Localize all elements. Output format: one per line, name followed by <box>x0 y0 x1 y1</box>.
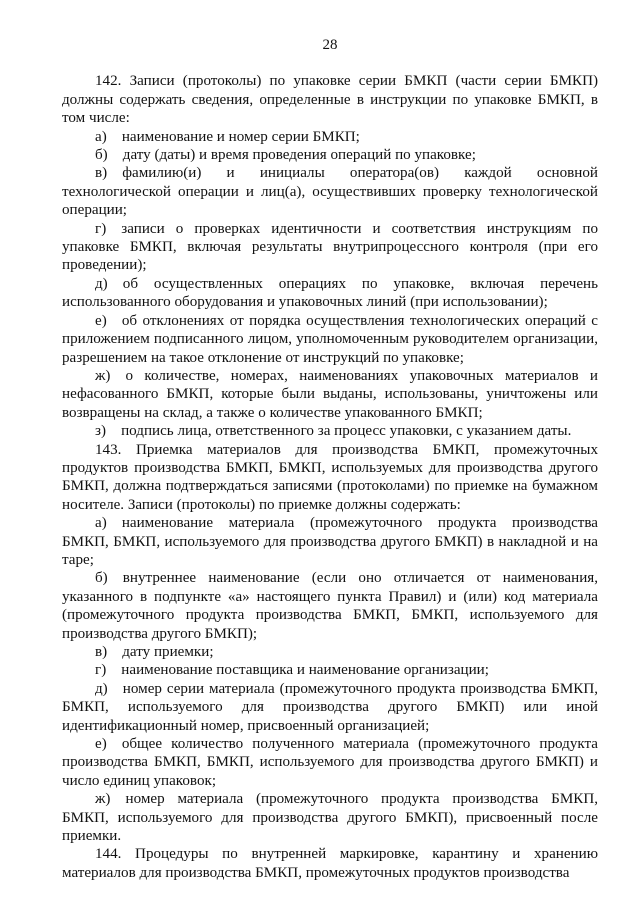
page-number: 28 <box>322 37 338 53</box>
list-item-142-v: в) фамилию(и) и инициалы оператора(ов) каждой основной технологической операции и лиц(а), осуществивших проверку технологической операции; <box>62 165 598 219</box>
list-item-142-a: а) наименование и номер серии БМКП; <box>95 128 360 145</box>
list-item-142-b: б) дату (даты) и время проведения операций по упаковке; <box>95 147 476 164</box>
list-item-142-g: г) записи о проверках идентичности и соответствия инструкциям по упаковке БМКП, включая результаты внутрипроцессного контроля (при его проведении); <box>62 220 598 274</box>
list-item-143-zh: ж) номер материала (промежуточного продукта производства БМКП, БМКП, используемого для производства другого БМКП), присвоенный после приемки. <box>62 791 598 845</box>
list-item-143-v: в) дату приемки; <box>95 644 214 660</box>
list-item-142-zh: ж) о количестве, номерах, наименованиях упаковочных материалов и нефасованного БМКП, которые были выданы, использованы, уничтожены или возвращены на склад, а также о количестве упакованного БМКП; <box>62 367 598 421</box>
list-item-143-a: а) наименование материала (промежуточного продукта производства БМКП, БМКП, используемого для производства другого БМКП) в накладной и на таре; <box>62 515 598 568</box>
list-item-143-b: б) внутреннее наименование (если оно отличается от наименования, указанного в подпункте «а» настоящего пункта Правил) и (или) код материала (промежуточного продукта производства БМКП, БМКП, используемого для производства другого БМКП); <box>62 570 598 642</box>
list-item-143-d: д) номер серии материала (промежуточного продукта производства БМКП, БМКП, используемого для производства другого БМКП) или иной идентификационный номер, присвоенный организацией; <box>62 680 598 734</box>
paragraph-142: 142. Записи (протоколы) по упаковке серии БМКП (части серии БМКП) должны содержать сведения, определенные в инструкции по упаковке БМКП, в том числе: <box>62 73 598 127</box>
document-body <box>62 72 598 882</box>
list-item-143-g: г) наименование поставщика и наименование организации; <box>95 662 489 679</box>
list-item-142-z: з) подпись лица, ответственного за процесс упаковки, с указанием даты. <box>95 423 572 440</box>
list-item-142-d: д) об осуществленных операциях по упаковке, включая перечень использованного оборудования и упаковочных линий (при использовании); <box>62 275 598 311</box>
paragraph-143: 143. Приемка материалов для производства БМКП, промежуточных продуктов производства БМКП, БМКП, используемых для производства другого БМКП, должна подтверждаться записями (протоколами) по приемке на бумажном носителе. Записи (протоколы) по приемке должны содержать: <box>62 441 598 513</box>
list-item-143-e: е) общее количество полученного материала (промежуточного продукта производства БМКП, БМКП, используемого для производства другого БМКП) и число единиц упаковок; <box>62 736 598 789</box>
list-item-142-e: е) об отклонениях от порядка осуществления технологических операций с приложением подписанного лицом, уполномоченным руководителем организации, разрешением на такое отклонение от инструкций по упаковке; <box>62 312 598 366</box>
paragraph-144: 144. Процедуры по внутренней маркировке, карантину и хранению материалов для производства БМКП, промежуточных продуктов производства <box>62 846 598 881</box>
